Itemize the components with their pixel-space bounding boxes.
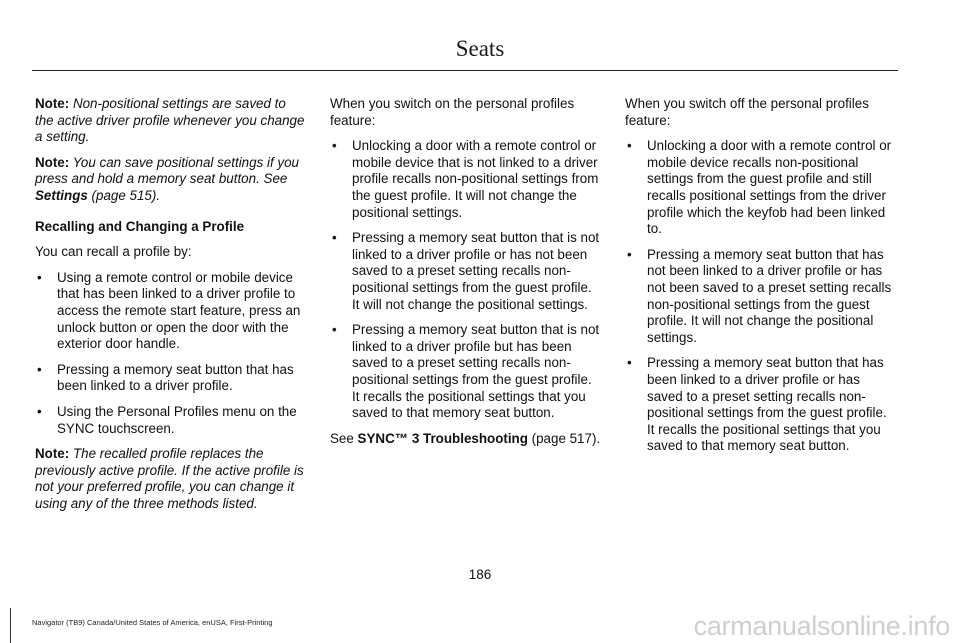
list-item-text: Pressing a memory seat button that is not linked to a driver profile but has been saved to a preset setting recalls non-positional settings from the guest profile. It recalls the positional settings that you saved to that memory seat button. — [352, 322, 600, 421]
list-item-text: Pressing a memory seat button that has been linked to a driver profile. — [57, 361, 294, 394]
column-2 — [330, 96, 602, 456]
bullet-icon: • — [332, 322, 337, 338]
header-divider — [32, 70, 898, 71]
footer-text: Navigator (TB9) Canada/United States of America, enUSA, First-Printing — [32, 618, 273, 627]
note-2 — [35, 155, 307, 205]
crop-mark-left — [10, 608, 11, 643]
section-heading: Recalling and Changing a Profile — [35, 218, 245, 234]
column-1 — [35, 96, 307, 521]
list-item-text: Pressing a memory seat button that has not been linked to a driver profile or has not been saved to a preset setting recalls non-positional settings from the guest profile. It will not change the positional settings. — [647, 246, 892, 345]
bullet-icon: • — [627, 138, 632, 154]
note-text: Non-positional settings are saved to the active driver profile whenever you change a setting. — [35, 96, 305, 145]
list-item-text: Unlocking a door with a remote control or mobile device that is not linked to a driver profile recalls non-positional settings from the guest profile. It will not change the positional settings. — [352, 138, 599, 220]
bullet-icon: • — [37, 361, 42, 377]
list-item — [625, 247, 897, 347]
list-item-text: Pressing a memory seat button that is not linked to a driver profile or has not been saved to a preset setting recalls non-positional settings from the guest profile. It will not change the positional settings. — [352, 230, 600, 312]
see-suffix: (page 517). — [527, 430, 601, 446]
list-item — [35, 362, 307, 395]
list-item-text: Using the Personal Profiles menu on the SYNC touchscreen. — [57, 403, 297, 436]
bullet-list — [625, 138, 897, 455]
list-item — [625, 138, 897, 238]
sync-troubleshooting-link[interactable]: SYNC™ 3 Troubleshooting — [357, 430, 528, 446]
bullet-list — [35, 270, 307, 437]
watermark: carmanualsonline.info — [693, 611, 950, 641]
note-text-suffix: (page 515). — [87, 187, 161, 203]
bullet-icon: • — [37, 403, 42, 419]
note-label: Note: — [35, 446, 70, 462]
list-item-text: Pressing a memory seat button that has been linked to a driver profile or has saved to a preset setting recalls non-positional settings from the guest profile. It recalls the positional settings that you saved to that memory seat button. — [647, 355, 887, 454]
list-item — [330, 322, 602, 422]
list-item — [330, 230, 602, 313]
settings-link[interactable]: Settings — [35, 187, 88, 203]
page-number: 186 — [468, 567, 492, 582]
bullet-icon: • — [332, 230, 337, 246]
see-prefix: See — [330, 430, 358, 446]
bullet-icon: • — [37, 269, 42, 285]
list-item — [330, 138, 602, 221]
column-3 — [625, 96, 897, 464]
list-item — [35, 270, 307, 353]
intro-text: You can recall a profile by: — [35, 244, 192, 260]
note-1 — [35, 96, 307, 146]
bullet-icon: • — [627, 246, 632, 262]
list-item-text: Using a remote control or mobile device that has been linked to a driver profile to access the remote start feature, press an unlock button or open the door with the exterior door handle. — [57, 269, 301, 352]
bullet-list — [330, 138, 602, 422]
see-reference — [330, 431, 602, 448]
note-label: Note: — [35, 154, 70, 170]
intro-text: When you switch on the personal profiles feature: — [330, 96, 575, 128]
bullet-icon: • — [627, 355, 632, 371]
note-text: You can save positional settings if you press and hold a memory seat button. See — [35, 154, 299, 187]
intro-text: When you switch off the personal profiles feature: — [625, 96, 869, 128]
list-item — [625, 355, 897, 455]
page-header-title: Seats — [455, 36, 505, 61]
note-3 — [35, 446, 307, 512]
list-item — [35, 404, 307, 437]
list-item-text: Unlocking a door with a remote control or mobile device recalls non-positional settings from the guest profile and still recalls positional settings from the driver profile which the keyfob had been linked to. — [647, 138, 892, 237]
note-text: The recalled profile replaces the previously active profile. If the active profile is not your preferred profile, you can change it using any of the three methods listed. — [35, 446, 304, 511]
note-label: Note: — [35, 96, 70, 111]
bullet-icon: • — [332, 138, 337, 154]
